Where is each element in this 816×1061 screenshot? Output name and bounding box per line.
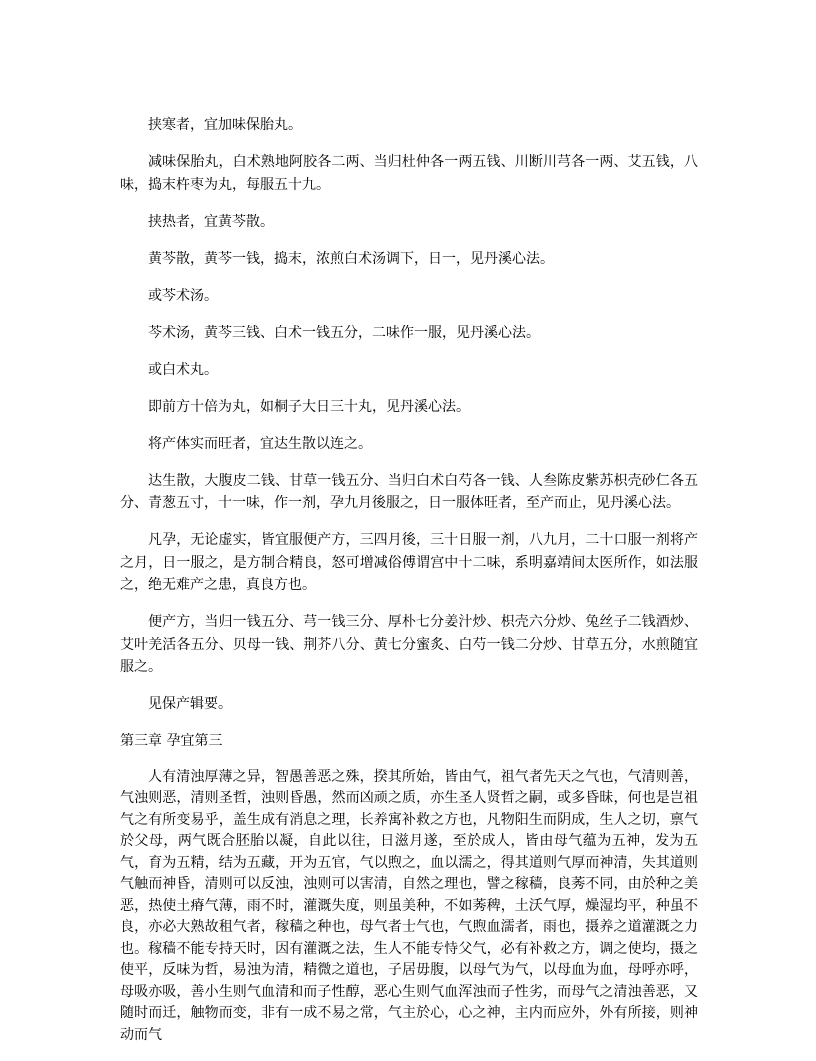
chapter-heading: 第三章 孕宜第三 [120,733,223,749]
paragraph: 挟寒者，宜加味保胎丸。 [148,117,302,133]
paragraph: 黄芩散，黄芩一钱，捣末，浓煎白术汤调下，日一，见丹溪心法。 [148,250,554,267]
paragraph: 将产体实而旺者，宜达生散以连之。 [148,435,372,452]
document-page [120,114,698,1061]
chapter-paragraph: 人有清浊厚薄之异，智愚善恶之殊，揆其所始，皆由气，祖气者先天之气也，气清则善，气浊则恶，清则圣哲，浊则昏愚，然而凶顽之质，亦生圣人贤哲之嗣，或多昏昧，何也是岂祖气之有所变易乎，盖生成有消息之理，长养寓补救之方也，凡物阳生而阴成，生人之切，禀气於父母，两气既合胚胎以凝，自此以往，日滋月遂，至於成人，皆由母气蕴为五神，发为五气，育为五精，结为五藏，开为五官，气以煦之，血以濡之，得其道则气厚而神清，失其道则气触而神昏，清则可以反浊，浊则可以害清，自然之理也，譬之稼穑，良莠不同，由於种之美恶，热使土瘠气薄，雨不时，灌溉失度，则虽美种，不如莠稗，土沃气厚，燥湿均平，种虽不良，亦必大熟故租气者，稼穑之种也，母气者士气也，气煦血濡者，雨也，摄养之道灌溉之力也。稼穑不能专持天时，因有灌溉之法，生人不能专恃父气，必有补救之方，调之使均，摄之使平，反味为哲，易浊为清，精微之道也，子居毋腹，以母气为气，以母血为血，母呼亦呼，母吸亦吸，善小生则气血清和而子性醇，恶心生则气血浑浊而子性劣，而母气之清浊善恶，又随时而迁，触物而变，非有一成不易之常，气主於心，心之神，主内而应外，外有所接，则神动而气 [120,768,698,1043]
paragraph: 或芩术汤。 [148,287,218,304]
paragraph: 凡孕，无论虚实，皆宜服便产方，三四月後，三十日服一剂，八九月，二十口服一剂将产之月，日一服之，是方制合精良，怒可增减俗傅谓宫中十二味，系明嘉靖间太医所作，如法服之，绝无难产之患，真良方也。 [120,532,698,593]
paragraph: 见保产辑要。 [148,696,232,712]
paragraph: 或白术丸。 [148,361,218,378]
paragraph: 芩术汤，黄芩三钱、白术一钱五分，二味作一服，见丹溪心法。 [148,324,540,341]
paragraph: 即前方十倍为丸，如桐子大日三十丸，见丹溪心法。 [148,398,470,415]
paragraph: 挟热者，宜黄芩散。 [148,213,274,230]
paragraph: 达生散，大腹皮二钱、甘草一钱五分、当归白术白芍各一钱、人叁陈皮紫苏枳壳砂仁各五分、青葱五寸，十一味，作一剂，孕九月後服之，日一服体旺者，至产而止，见丹溪心法。 [120,472,698,511]
paragraph: 减味保胎丸，白术熟地阿胶各二两、当归杜仲各一两五钱、川断川芎各一两、艾五钱，八味，捣末杵枣为丸，每服五十九。 [120,154,698,193]
paragraph: 便产方，当归一钱五分、芎一钱三分、厚朴七分姜汁炒、枳壳六分炒、兔丝子二钱酒炒、艾叶羌活各五分、贝母一钱、荆芥八分、黄七分蜜炙、白芍一钱二分炒、甘草五分，水煎随宜服之。 [120,614,698,675]
